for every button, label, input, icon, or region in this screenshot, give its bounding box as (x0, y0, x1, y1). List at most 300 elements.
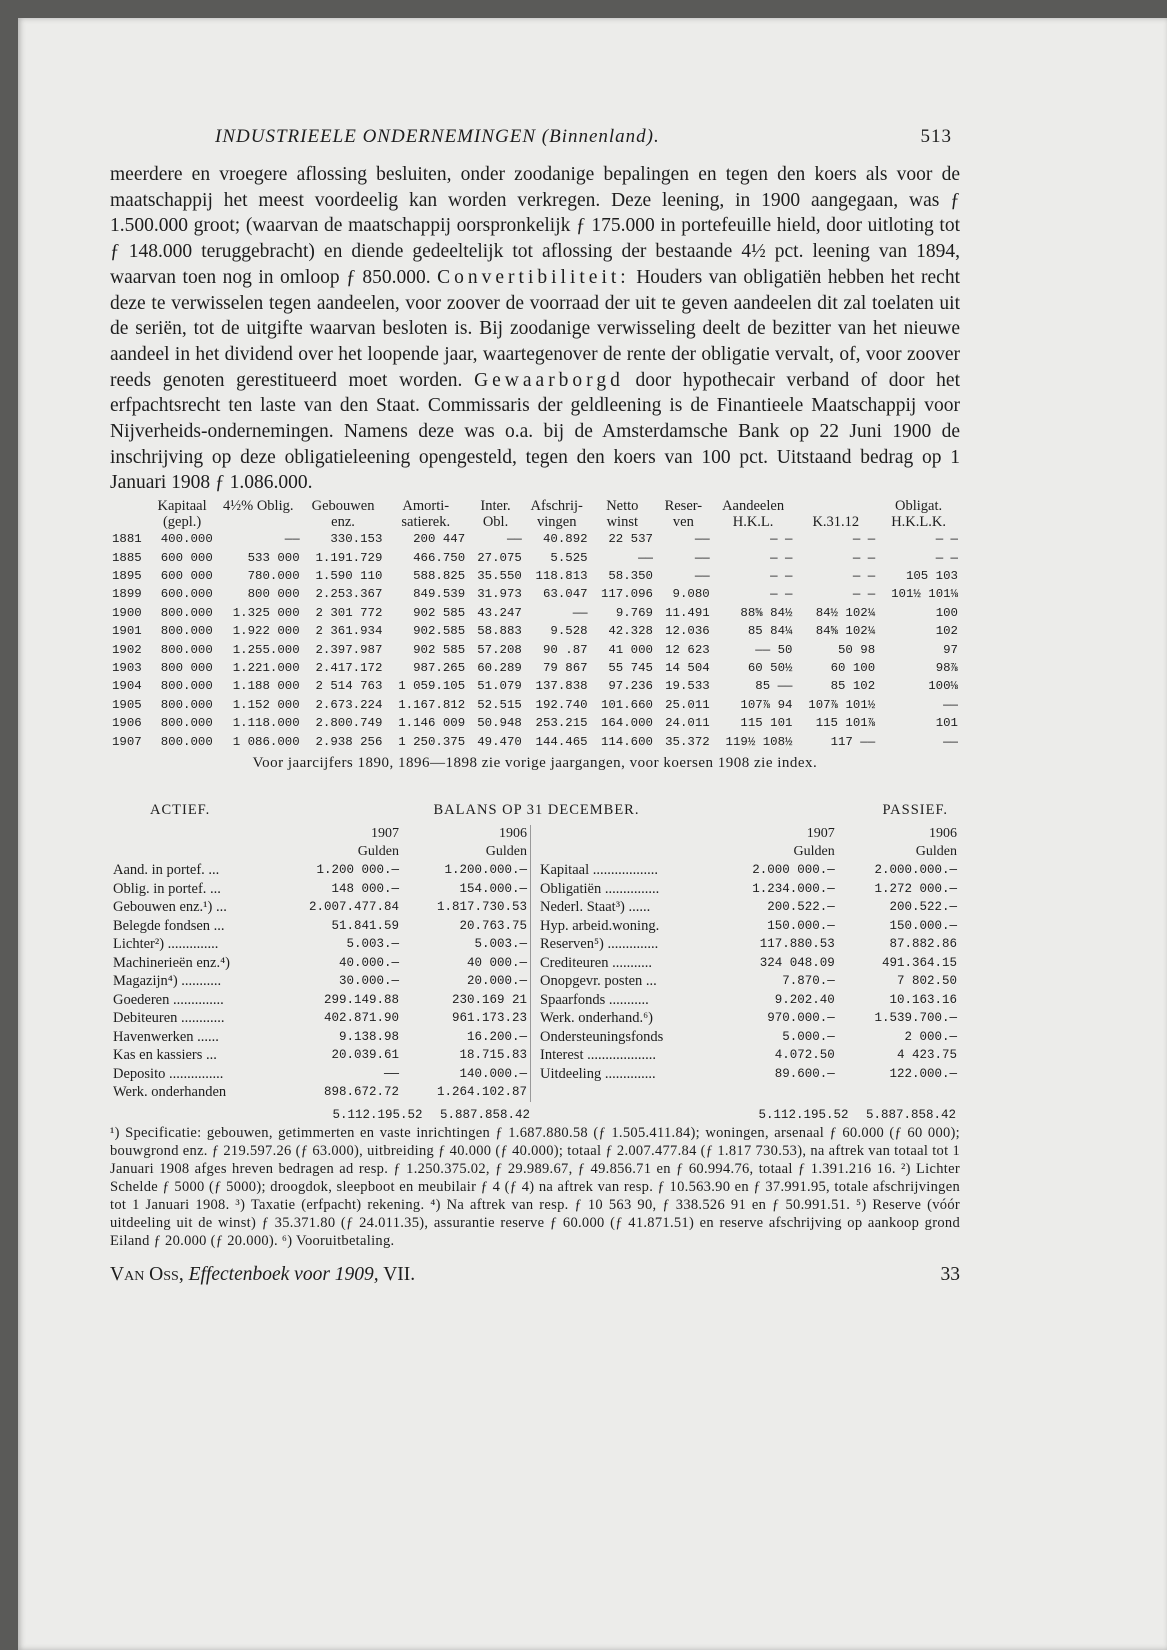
term-gewaarborgd: Gewaarborgd (474, 369, 624, 391)
balance-row (537, 972, 960, 991)
table-cell: 1 086.000 (232, 734, 300, 749)
actief-column (110, 825, 530, 1102)
table-cell: — — (935, 550, 958, 565)
table-cell: 800 000 (247, 587, 300, 602)
balance-item-label: Lichter²) .............. (113, 936, 219, 953)
table-cell: —— (694, 568, 710, 583)
table-cell: 9.080 (672, 587, 710, 602)
table-cell: 115 101 (740, 716, 793, 731)
table-cell: 1.152 000 (232, 697, 300, 712)
balance-row (537, 991, 960, 1010)
balance-item-label: Gebouwen enz.¹) ... (113, 899, 227, 916)
balance-item-label: Belegde fondsen ... (113, 917, 225, 934)
table-cell: 117.096 (600, 587, 653, 602)
table-row (110, 677, 960, 695)
balance-row (110, 1046, 530, 1065)
table-cell: 800.000 (160, 697, 213, 712)
table-cell: 90 .87 (542, 642, 588, 657)
table-cell: 800.000 (160, 605, 213, 620)
table-cell: —— (694, 550, 710, 565)
balance-item-value: 1.817.730.53 (436, 900, 527, 915)
table-cell: 35.550 (477, 568, 522, 583)
history-header-cell: Gebouwen (311, 498, 375, 515)
balance-heading (110, 802, 960, 819)
balance-row (110, 898, 530, 917)
balance-item-value: 20.000.— (466, 974, 527, 989)
table-cell: — — (770, 568, 793, 583)
balance-item-value: 122.000.— (889, 1066, 957, 1081)
history-header-cell: Aandeelen (722, 498, 785, 515)
table-cell: 40.892 (542, 532, 588, 547)
balance-item-label: Hyp. arbeid.woning. (540, 917, 660, 934)
table-cell: 9.528 (550, 624, 588, 639)
balance-item-label: Goederen .............. (113, 991, 224, 1008)
balance-item-label: Crediteuren ........... (540, 954, 652, 971)
table-cell: 1895 (112, 568, 142, 583)
balance-item-label: Ondersteuningsfonds (540, 1028, 664, 1045)
balance-item-value: 154.000.— (459, 881, 527, 896)
term-convertibiliteit: Convertibiliteit: (437, 266, 630, 288)
actief-year-1907: 1907 (370, 826, 399, 842)
balance-item-label: Spaarfonds ........... (540, 991, 649, 1008)
table-cell: 100 (935, 605, 958, 620)
table-cell: 849.539 (413, 587, 466, 602)
balance-item-value: 10.163.16 (889, 992, 957, 1007)
balance-item-label: Magazijn⁴) ........... (113, 973, 222, 990)
table-cell: 49.470 (477, 734, 522, 749)
table-cell: 1.590 110 (315, 568, 383, 583)
balance-row (537, 861, 960, 880)
actief-body (110, 861, 530, 1102)
table-cell: 114.600 (600, 734, 653, 749)
table-cell: 52.515 (477, 697, 522, 712)
table-cell: 11.491 (665, 605, 710, 620)
table-cell: 902.585 (413, 624, 466, 639)
actief-totals (110, 1108, 530, 1122)
history-header-row-2 (110, 514, 960, 530)
body-paragraph (110, 162, 960, 496)
balance-item-value: 7 802.50 (896, 974, 957, 989)
table-cell: — — (852, 532, 876, 547)
table-cell: 60 100 (830, 660, 876, 675)
table-cell: 2.417.172 (315, 660, 383, 675)
table-cell: —— (943, 697, 958, 712)
footer-book-title: Effectenboek voor 1909, (188, 1264, 379, 1286)
table-cell: —— (943, 734, 958, 749)
balance-item-value: 5.003.— (346, 937, 399, 952)
table-cell: 2.938 256 (315, 734, 383, 749)
table-row (110, 549, 960, 567)
table-cell: 85 —— (755, 679, 793, 694)
table-cell: 35.372 (665, 734, 710, 749)
balance-item-value: 1.234.000.— (752, 881, 835, 896)
balance-item-value: 1.200 000.— (316, 863, 399, 878)
passief-total-1906: 5.887.858.42 (865, 1107, 956, 1122)
history-subheader-cell: enz. (331, 514, 355, 531)
page (18, 18, 1167, 1650)
balance-sheet (110, 825, 960, 1102)
table-cell: 1.255.000 (232, 642, 300, 657)
balance-item-value: 18.715.83 (459, 1048, 527, 1063)
table-cell: 1904 (112, 679, 142, 694)
footnotes: ¹) Specificatie: gebouwen, getimmerten en vaste inrichtingen ƒ 1.687.880.58 (ƒ 1.505.411.84); woningen, arsenaal ƒ 60.000 (ƒ 60 000); bouwgrond enz. ƒ 219.597.26 (ƒ 63.000), uitbreiding ƒ 40.000 (ƒ 40.000); totaal ƒ 2.007.477.84 (ƒ 1.817 730.53), na aftrek van totaal tot 1 Januari 1908 afges hreven bedragen ad resp. ƒ 1.250.375.02, ƒ 29.989.67, ƒ 49.856.71 en ƒ 60.994.76, totaal ƒ 1.391.216 16. ²) Lichter Schelde ƒ 5000 (ƒ 5000); droogdok, sleepboot en meubilair ƒ 4 (ƒ 4) na aftrek van resp. ƒ 10.563.90 en ƒ 37.991.95, totale afschrijvingen tot 1 Januari 1908. ³) Taxatie (erfpacht) rekening. ⁴) Na aftrek van resp. ƒ 10 563 90, ƒ 338.526 91 en ƒ 50.991.51. ⁵) Reserve (vóór uitdeeling uit de winst) ƒ 35.371.80 (ƒ 24.011.35), assurantie reserve ƒ 60.000 (ƒ 41.871.51) en reserve afschrijving op aankoop grond Eiland ƒ 20.000 (ƒ 20.000). ⁶) Vooruitbetaling. (110, 1124, 960, 1249)
balance-row (537, 1046, 960, 1065)
balance-row (110, 935, 530, 954)
footer-volume: VII. (383, 1264, 416, 1286)
table-cell: 5.525 (550, 550, 588, 565)
table-row (110, 585, 960, 603)
footer-citation (110, 1264, 415, 1286)
table-cell: —— (572, 605, 588, 620)
balance-row (110, 972, 530, 991)
table-cell: 57.208 (477, 642, 522, 657)
table-cell: 600.000 (160, 587, 213, 602)
balance-item-label: Nederl. Staat³) ...... (540, 899, 651, 916)
balance-item-label: Onopgevr. posten ... (540, 973, 657, 990)
running-head-title: INDUSTRIEELE ONDERNEMINGEN (Binnenland). (215, 126, 660, 147)
balance-row (110, 917, 530, 936)
table-cell: 253.215 (535, 716, 588, 731)
table-cell: 88⅝ 84½ (740, 605, 793, 620)
table-cell: 1.167.812 (398, 697, 466, 712)
table-cell: 25.011 (665, 697, 710, 712)
table-cell: 164.000 (600, 716, 653, 731)
table-cell: 84½ 102¼ (815, 605, 876, 620)
actief-year-row (110, 825, 530, 843)
table-cell: 1899 (112, 587, 142, 602)
table-cell: — — (770, 587, 793, 602)
table-cell: 466.750 (413, 550, 466, 565)
table-row (110, 530, 960, 548)
balance-item-value: 5.000.— (782, 1029, 835, 1044)
table-row (110, 641, 960, 659)
actief-label: ACTIEF. (150, 802, 211, 819)
table-cell: 118.813 (535, 568, 588, 583)
balance-item-value: 200.522.— (889, 900, 957, 915)
actief-unit-row (110, 843, 530, 861)
balance-row (110, 991, 530, 1010)
balance-item-value: 2.007.477.84 (308, 900, 399, 915)
table-cell: 400.000 (160, 532, 213, 547)
table-row (110, 567, 960, 585)
passief-totals (530, 1108, 960, 1122)
page-number: 513 (920, 126, 952, 147)
passief-column (530, 825, 960, 1102)
table-cell: 97 (943, 642, 958, 657)
table-cell: 55 745 (608, 660, 653, 675)
table-row (110, 659, 960, 677)
table-cell: 119½ 108½ (725, 734, 793, 749)
table-cell: 1.922 000 (232, 624, 300, 639)
balance-item-value: 89.600.— (774, 1066, 835, 1081)
body-text-part3: door hypothecair verband of door het erfpachtsrecht ten laste van den Staat. Commissaris der geldleening is de Finantieele Maatschappij voor Nijverheids-ondernemingen. Namens deze was o.a. bij de Amsterdamsche Bank op 22 Juni 1900 de inschrijving op deze obligatieleening opengesteld, tegen den koers van 100 pct. Uitstaand bedrag op 1 Januari 1908 ƒ 1.086.000. (110, 369, 960, 494)
table-cell: — — (770, 532, 793, 547)
table-cell: 200 447 (413, 532, 466, 547)
balance-item-value: 1.272 000.— (874, 881, 957, 896)
passief-body (537, 861, 960, 1083)
history-header-cell (794, 498, 877, 514)
balance-totals (110, 1108, 960, 1122)
table-cell: 600 000 (160, 568, 213, 583)
table-cell: 1901 (112, 624, 142, 639)
table-cell: 1885 (112, 550, 142, 565)
balance-row (110, 1065, 530, 1084)
table-cell: 58.350 (608, 568, 653, 583)
history-subheader-cell (110, 514, 149, 530)
balance-item-value: 16.200.— (466, 1029, 527, 1044)
table-cell: 42.328 (608, 624, 653, 639)
balance-row (537, 917, 960, 936)
table-row (110, 696, 960, 714)
table-cell: 1900 (112, 605, 142, 620)
balance-item-value: 1.264.102.87 (436, 1085, 527, 1100)
table-cell: 1 250.375 (398, 734, 466, 749)
table-cell: — — (770, 550, 793, 565)
history-table (110, 498, 960, 751)
history-header-cell: Afschrij- (530, 498, 583, 515)
balance-row (110, 954, 530, 973)
table-cell: 43.247 (477, 605, 522, 620)
balance-row (110, 861, 530, 880)
history-header-cell: Netto (606, 498, 639, 515)
table-cell: 63.047 (542, 587, 588, 602)
table-cell: 1 059.105 (398, 679, 466, 694)
table-cell: 51.079 (477, 679, 522, 694)
table-cell: 31.973 (477, 587, 522, 602)
table-cell: 600 000 (160, 550, 213, 565)
balance-item-value: 5.003.— (474, 937, 527, 952)
balance-item-value: 9.138.98 (338, 1029, 399, 1044)
table-cell: 12 623 (665, 642, 710, 657)
history-table-body (110, 530, 960, 751)
table-cell: 97.236 (608, 679, 653, 694)
table-cell: 144.465 (535, 734, 588, 749)
table-cell: 102 (935, 624, 958, 639)
table-cell: 84⅝ 102¼ (815, 624, 876, 639)
table-row (110, 714, 960, 732)
table-cell: 100⅛ (928, 679, 958, 694)
table-cell: 41 000 (608, 642, 653, 657)
table-cell: — — (852, 587, 876, 602)
balance-item-value: 2.000 000.— (752, 863, 835, 878)
table-cell: 27.075 (477, 550, 522, 565)
table-cell: 2 514 763 (315, 679, 383, 694)
table-cell: 58.883 (477, 624, 522, 639)
history-subheader-cell (215, 514, 302, 530)
balance-item-value: 140.000.— (459, 1066, 527, 1081)
history-subheader-cell: Obl. (482, 514, 509, 531)
passief-year-1906: 1906 (929, 826, 957, 842)
table-row (110, 733, 960, 751)
history-header-cell: Reser- (664, 498, 703, 515)
body-text-part2: Houders van obligatiën hebben het recht deze te verwisselen tegen aandeelen, voor zoover de voorraad der uit te geven aandeelen dit zal toelaten uit de seriën, tot de uitgifte waarvan besloten is. Bij zoodanige verwisseling deelt de bezitter van het nieuwe aandeel in het dividend over het loopende jaar, waartegenover de rente der obligatie vervalt, of, voor zoover reeds genoten gerestitueerd moet worden. (110, 266, 961, 391)
table-cell: 2.253.367 (315, 587, 383, 602)
balance-item-value: 9.202.40 (774, 992, 835, 1007)
balance-item-value: 402.871.90 (323, 1011, 399, 1026)
table-cell: 2.673.224 (315, 697, 383, 712)
table-cell: 1906 (112, 716, 142, 731)
balance-item-label: Obligatiën ............... (540, 880, 660, 897)
history-header-cell: Obligat. (895, 498, 943, 515)
balance-item-label: Deposito ............... (113, 1065, 224, 1082)
balance-item-value: 20.763.75 (459, 918, 527, 933)
balance-item-value: 117.880.53 (759, 937, 835, 952)
passief-unit-1906: Gulden (915, 844, 957, 860)
history-header-cell: Amorti- (402, 498, 450, 515)
balance-item-value: 970.000.— (767, 1011, 835, 1026)
table-cell: 800.000 (160, 642, 213, 657)
table-cell: 101½ 101⅛ (891, 587, 958, 602)
table-cell: 192.740 (535, 697, 588, 712)
table-cell: 780.000 (247, 568, 300, 583)
table-cell: 60 50½ (747, 660, 793, 675)
balance-item-value: 51.841.59 (331, 918, 399, 933)
table-cell: — — (852, 568, 876, 583)
table-cell: 902 585 (413, 605, 466, 620)
table-cell: 50.948 (477, 716, 522, 731)
balance-item-label: Werk. onderhanden (113, 1084, 227, 1101)
balance-item-label: Havenwerken ...... (113, 1028, 219, 1045)
table-cell: 2 361.934 (315, 624, 383, 639)
balance-row (110, 880, 530, 899)
table-cell: 79 867 (542, 660, 588, 675)
balance-item-value: —— (383, 1066, 399, 1081)
table-cell: 85 102 (830, 679, 876, 694)
balance-row (537, 898, 960, 917)
table-cell: 107⅞ 101½ (808, 697, 876, 712)
table-cell: 115 101⅞ (815, 716, 876, 731)
passief-year-1907: 1907 (806, 826, 835, 842)
table-cell: —— (506, 532, 522, 547)
actief-total-1907: 5.112.195.52 (332, 1107, 423, 1122)
table-cell: 1903 (112, 660, 142, 675)
balance-row (537, 880, 960, 899)
table-cell: 1.146 009 (398, 716, 466, 731)
history-note: Voor jaarcijfers 1890, 1896—1898 zie vorige jaargangen, voor koersen 1908 zie index. (252, 755, 818, 772)
balance-item-value: 150.000.— (767, 918, 835, 933)
actief-unit-1907: Gulden (357, 844, 399, 860)
table-cell: 2 301 772 (315, 605, 383, 620)
actief-unit-1906: Gulden (485, 844, 527, 860)
table-cell: 1.221.000 (232, 660, 300, 675)
actief-table (110, 825, 530, 1102)
table-cell: 800.000 (160, 679, 213, 694)
history-subheader-cell: satierek. (401, 514, 451, 531)
balance-item-value: 20.039.61 (331, 1048, 399, 1063)
passief-table (537, 825, 960, 1083)
table-cell: 1.325 000 (232, 605, 300, 620)
passief-total-1907: 5.112.195.52 (758, 1107, 849, 1122)
table-cell: 101 (935, 716, 958, 731)
table-cell: 107⅞ 94 (740, 697, 793, 712)
table-row (110, 622, 960, 640)
page-footer (110, 1264, 960, 1286)
balance-row (110, 1083, 530, 1102)
table-cell: — — (852, 550, 876, 565)
balance-item-label: Aand. in portef. ... (113, 862, 220, 879)
history-subheader-cell: H.K.L. (732, 514, 774, 531)
page-content (110, 106, 960, 1286)
balance-item-value: 299.149.88 (323, 992, 399, 1007)
table-cell: 533 000 (247, 550, 300, 565)
table-cell: 800 000 (160, 660, 213, 675)
table-cell: 1.188 000 (232, 679, 300, 694)
passief-label: PASSIEF. (882, 802, 948, 819)
table-row (110, 604, 960, 622)
balance-item-value: 324 048.09 (759, 955, 835, 970)
balance-row (537, 935, 960, 954)
table-cell: 105 103 (905, 568, 958, 583)
balance-row (110, 1028, 530, 1047)
actief-year-1906: 1906 (499, 826, 527, 842)
table-cell: 2.397.987 (315, 642, 383, 657)
table-cell: 14 504 (665, 660, 710, 675)
balance-item-label: Oblig. in portef. ... (113, 880, 221, 897)
table-cell: 902 585 (413, 642, 466, 657)
balance-item-label: Kapitaal .................. (540, 862, 658, 879)
table-cell: 800.000 (160, 734, 213, 749)
balance-item-value: 2 000.— (904, 1029, 957, 1044)
history-subheader-cell: (gepl.) (162, 514, 202, 531)
history-header-cell: Inter. (480, 498, 511, 515)
history-subheader-cell: H.K.L.K. (891, 514, 946, 531)
table-cell: —— (694, 532, 710, 547)
table-cell: 101.660 (600, 697, 653, 712)
balance-item-value: 200.522.— (767, 900, 835, 915)
table-cell: — — (935, 532, 958, 547)
balance-row (537, 1009, 960, 1028)
balance-row (110, 1009, 530, 1028)
history-subheader-cell: winst (606, 514, 638, 531)
history-header-cell (110, 498, 149, 514)
history-header-cell: 4½% Oblig. (222, 498, 294, 515)
balance-row (537, 1065, 960, 1084)
table-cell: 137.838 (535, 679, 588, 694)
table-cell: 98⅞ (935, 660, 958, 675)
table-cell: 1881 (112, 532, 142, 547)
table-cell: 22 537 (608, 532, 653, 547)
table-cell: 85 84¼ (747, 624, 793, 639)
balance-row (537, 1028, 960, 1047)
balance-item-value: 491.364.15 (881, 955, 957, 970)
balance-item-label: Reserven⁵) .............. (540, 936, 659, 953)
balance-item-value: 30.000.— (338, 974, 399, 989)
balance-title: BALANS OP 31 DECEMBER. (433, 802, 640, 819)
footer-signature: 33 (940, 1264, 960, 1286)
table-cell: 588.825 (413, 568, 466, 583)
table-cell: 1902 (112, 642, 142, 657)
footer-author: Van Oss, (110, 1264, 184, 1286)
balance-item-label: Debiteuren ............ (113, 1010, 225, 1027)
balance-item-label: Machinerieën enz.⁴) (113, 954, 230, 971)
passief-year-row (537, 825, 960, 843)
table-cell: 60.289 (477, 660, 522, 675)
balance-item-value: 2.000.000.— (874, 863, 957, 878)
table-cell: —— (638, 550, 653, 565)
table-cell: 9.769 (615, 605, 653, 620)
table-cell: 987.265 (413, 660, 466, 675)
table-cell: —— 50 (755, 642, 793, 657)
table-cell: 330.153 (330, 532, 383, 547)
table-cell: 1907 (112, 734, 142, 749)
actief-total-1906: 5.887.858.42 (439, 1107, 530, 1122)
balance-item-label: Kas en kassiers ... (113, 1047, 217, 1064)
balance-item-value: 4 423.75 (896, 1048, 957, 1063)
balance-item-value: 230.169 21 (451, 992, 527, 1007)
balance-item-label: Werk. onderhand.⁶) (540, 1010, 653, 1027)
balance-item-value: 148 000.— (331, 881, 399, 896)
balance-item-value: 4.072.50 (774, 1048, 835, 1063)
